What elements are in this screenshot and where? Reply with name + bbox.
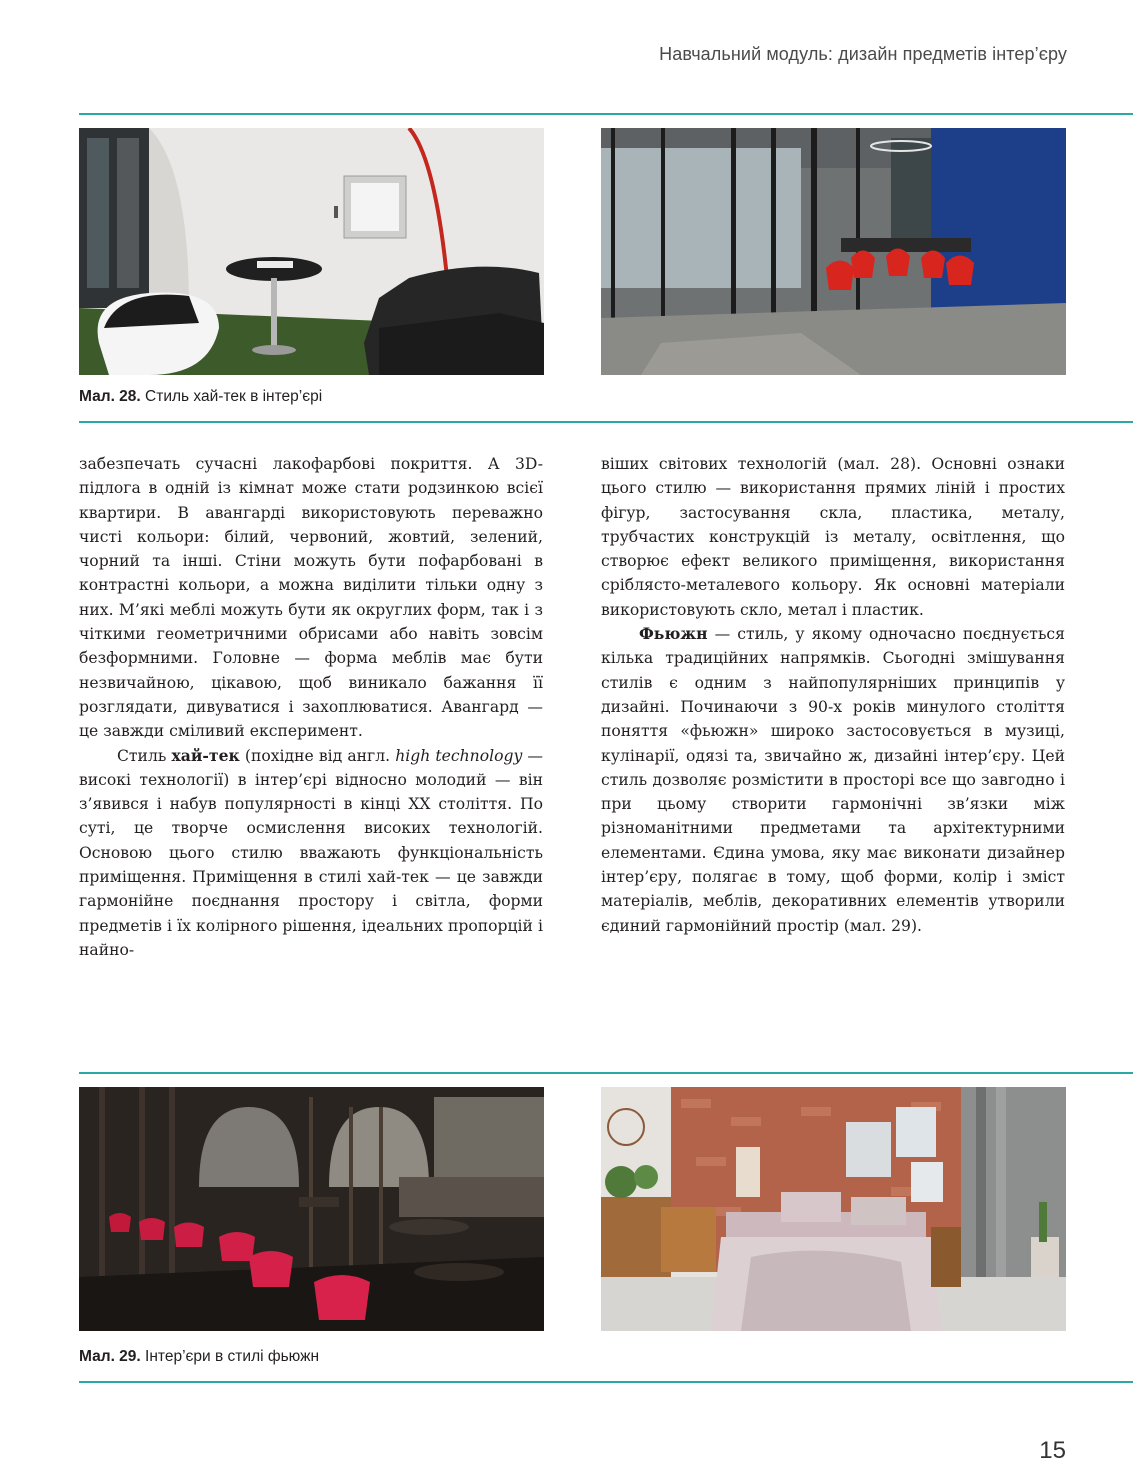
hi-tech-mid: (похідне від англ. — [239, 746, 396, 765]
paragraph-hi-tech-continued: віших світових технологій (мал. 28). Основні ознаки цього стилю — використання прямих ліній і простих фігур, застосування скла, пластика, металу, трубчастих конструкцій із металу, освітлення, що створює ефект великого приміщення, використання сріблясто-металевого кольору. Як основні матеріали використовують скло, метал і пластик. — [601, 455, 1065, 619]
header-rule — [79, 113, 1133, 115]
figure-28-caption — [79, 388, 322, 406]
fusion-bedroom-photo — [601, 1087, 1066, 1331]
figure-28-label: Мал. 28. — [79, 388, 141, 405]
hi-tech-lounge-photo — [79, 128, 544, 375]
fusion-term: Фьюжн — [639, 624, 708, 644]
hi-tech-meeting-room-photo — [601, 128, 1066, 375]
paragraph-avant-garde: забезпечать сучасні лакофарбові покриття. А 3D-підлога в одній із кімнат може стати родзинкою всієї квартири. В авангарді використовують переважно чисті кольори: білий, червоний, жовтий, зелений, чорний та інші. Стіни можуть бути пофарбовані в контрастні кольори, а можна виділити тільки одну з них. М’які меблі можуть бути як округлих форм, так і з чіткими геометричними обрисами або навіть зовсім безформними. Головне — форма меблів має бути незвичайною, цікавою, щоб виникало бажання її розглядати, дивуватися і захоплюватися. Авангард — це завжди сміливий експеримент. — [79, 455, 543, 741]
right-column — [601, 452, 1065, 938]
paragraph-hi-tech — [79, 744, 543, 963]
figure-29-caption — [79, 1348, 319, 1366]
left-column — [79, 452, 543, 962]
page-number: 15 — [1039, 1437, 1066, 1464]
fusion-restaurant-photo — [79, 1087, 544, 1331]
fusion-rest: — стиль, у якому одночасно поєднується кілька традиційних напрямків. Сьогодні змішування стилів є одним з найпопулярніших принципів у дизайні. Починаючи з 90-х років минулого століття поняття «фьюжн» широко застосовується в музиці, кулінарії, одязі та, звичайно ж, дизайні інтер’єру. Цей стиль дозволяє розмістити в просторі все що завгодно і при цьому створити гармонічні зв’язки між різноманітними предметами та архітектурними елементами. Єдина умова, яку має виконати дизайнер інтер’єру, полягає в тому, щоб форми, колір і зміст матеріалів, меблів, декоративних елементів утворили єдиний гармонійний простір (мал. 29). — [601, 625, 1065, 935]
hi-tech-lead: Стиль — [117, 746, 172, 765]
paragraph-fusion — [601, 622, 1065, 938]
figure-28-caption-text: Стиль хай-тек в інтер’єрі — [145, 388, 323, 405]
hi-tech-rest: — високі технології) в інтер’єрі відносно молодий — він з’явився і набув популярності в кінці XX століття. По суті, це творче осмислення високих технологій. Основою цього стилю вважають функціональність приміщення. Приміщення в стилі хай-тек — це завжди гармонійне поєднання простору і світла, форми предметів і їх колірного рішення, ідеальних пропорцій і найно- — [79, 746, 543, 959]
figure-29-label: Мал. 29. — [79, 1348, 141, 1365]
hi-tech-term: хай-тек — [171, 745, 240, 765]
hi-tech-english: high technology — [395, 746, 523, 765]
figure-29-top-rule — [79, 1072, 1133, 1074]
figure-28-rule — [79, 421, 1133, 423]
footer-rule — [79, 1381, 1133, 1383]
running-title: Навчальний модуль: дизайн предметів інтер’єру — [659, 44, 1067, 64]
figure-29-caption-text: Інтер’єри в стилі фьюжн — [145, 1348, 320, 1365]
